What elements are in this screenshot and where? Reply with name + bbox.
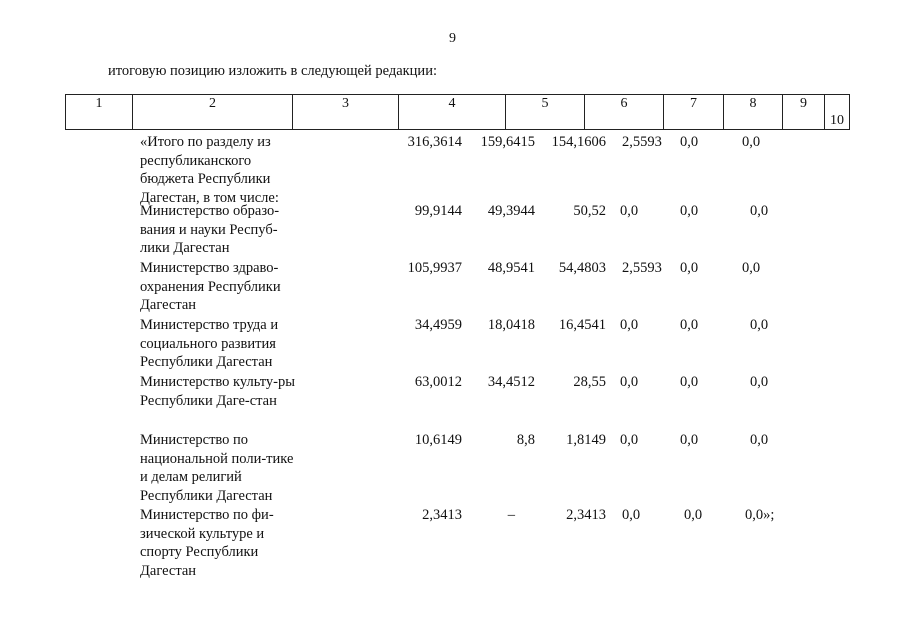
cell-col7: 0,0	[622, 507, 641, 523]
cell-col6: 2,3413	[566, 507, 606, 523]
cell-col7: 0,0	[620, 374, 639, 390]
row-name: Министерство здраво-охранения Республики Дагестан	[140, 260, 281, 313]
cell-col7: 0,0	[620, 203, 639, 219]
cell-col4: 10,6149	[414, 432, 462, 448]
cell-col6: 1,8149	[566, 432, 606, 448]
column-header-7: 7	[664, 95, 724, 130]
cell-col8: 0,0	[680, 203, 699, 219]
cell-col4: 63,0012	[414, 374, 462, 390]
row-name: «Итого по разделу из республиканского бюджета Республики Дагестан, в том числе:	[140, 134, 279, 206]
column-header-1: 1	[66, 95, 133, 130]
cell-col8: 0,0	[680, 374, 699, 390]
cell-col9: 0,0	[750, 374, 769, 390]
cell-col5: 34,4512	[487, 374, 535, 390]
column-header-5: 5	[506, 95, 585, 130]
cell-col7: 2,5593	[622, 134, 662, 150]
column-header-table	[65, 94, 850, 130]
row-name: Министерство труда и социального развития Республики Дагестан	[140, 317, 279, 370]
cell-col6: 154,1606	[551, 134, 606, 150]
cell-col9: 0,0	[742, 260, 761, 276]
cell-col4: 34,4959	[414, 317, 462, 333]
row-name: Министерство культу-ры Республики Даге-стан	[140, 374, 295, 409]
cell-col6: 50,52	[573, 203, 606, 219]
cell-col4: 316,3614	[407, 134, 462, 150]
page-number: 9	[449, 31, 456, 46]
cell-col9: 0,0	[742, 134, 761, 150]
column-header-6: 6	[585, 95, 664, 130]
cell-col5: 49,3944	[487, 203, 535, 219]
column-header-9: 9	[783, 95, 825, 130]
cell-col5: 18,0418	[487, 317, 535, 333]
cell-col6: 28,55	[573, 374, 606, 390]
cell-col8: 0,0	[680, 134, 699, 150]
row-name: Министерство по национальной поли-тике и делам религий Республики Дагестан	[140, 432, 294, 504]
cell-col8: 0,0	[684, 507, 703, 523]
cell-col7: 0,0	[620, 317, 639, 333]
cell-col8: 0,0	[680, 317, 699, 333]
column-header-2: 2	[133, 95, 293, 130]
cell-col5: –	[507, 507, 515, 523]
cell-col4: 99,9144	[414, 203, 462, 219]
cell-col9: 0,0	[750, 203, 769, 219]
cell-col8: 0,0	[680, 260, 699, 276]
cell-col9: 0,0»;	[745, 507, 775, 523]
row-name: Министерство образо-вания и науки Респуб-лики Дагестан	[140, 203, 280, 256]
cell-col7: 2,5593	[622, 260, 662, 276]
cell-col8: 0,0	[680, 432, 699, 448]
intro-text: итоговую позицию изложить в следующей редакции:	[108, 63, 437, 79]
cell-col5: 8,8	[516, 432, 535, 448]
cell-col5: 159,6415	[480, 134, 535, 150]
cell-col6: 16,4541	[558, 317, 606, 333]
row-name: Министерство по фи-зической культуре и спорту Республики Дагестан	[140, 507, 274, 579]
column-header-8: 8	[724, 95, 783, 130]
cell-col6: 54,4803	[558, 260, 606, 276]
cell-col9: 0,0	[750, 432, 769, 448]
column-header-3: 3	[293, 95, 399, 130]
column-header-10: 10	[825, 95, 850, 130]
cell-col5: 48,9541	[487, 260, 535, 276]
cell-col4: 2,3413	[422, 507, 462, 523]
cell-col7: 0,0	[620, 432, 639, 448]
cell-col4: 105,9937	[407, 260, 462, 276]
cell-col9: 0,0	[750, 317, 769, 333]
column-header-4: 4	[399, 95, 506, 130]
